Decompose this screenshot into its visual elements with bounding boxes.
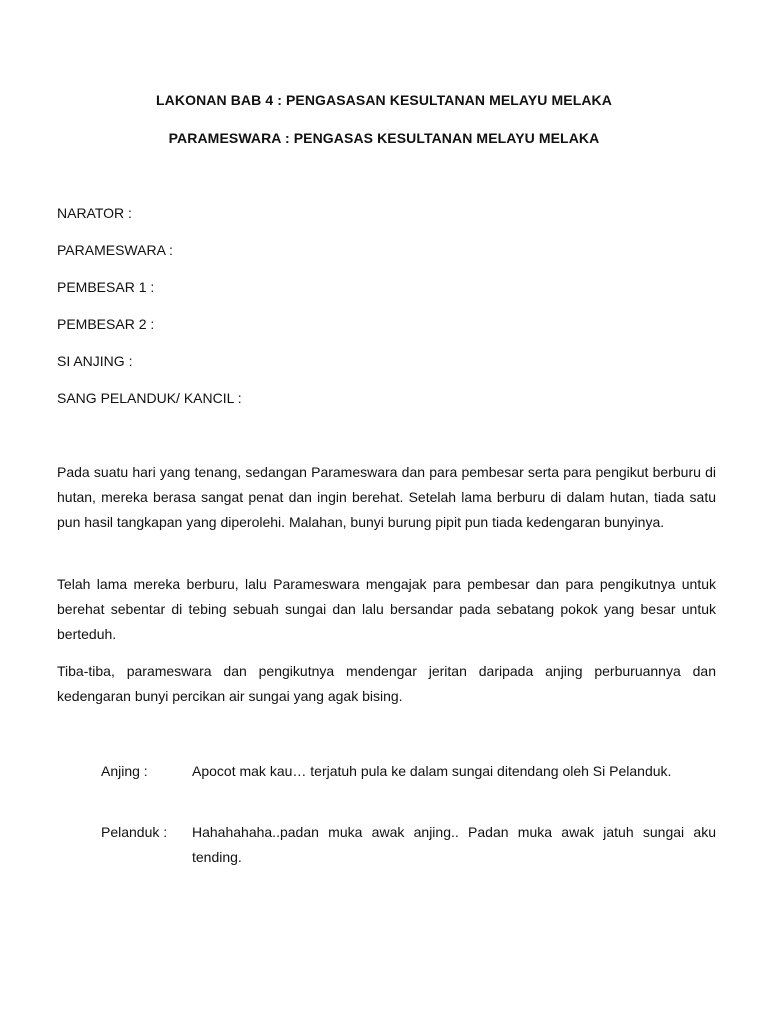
cast-item-narator: NARATOR : (57, 205, 132, 221)
dialogue-speaker: Pelanduk : (101, 824, 168, 840)
dialogue-line: Hahahahaha..padan muka awak anjing.. Padan muka awak jatuh sungai aku tending. (192, 824, 716, 865)
cast-item-sang-pelanduk: SANG PELANDUK/ KANCIL : (57, 390, 242, 406)
story-paragraph: Telah lama mereka berburu, lalu Parameswara mengajak para pembesar dan para pengikutnya untuk berehat sebentar di tebing sebuah sungai dan lalu bersandar pada sebatang pokok yang besar untuk berteduh. (57, 576, 716, 642)
cast-item-pembesar-1: PEMBESAR 1 : (57, 279, 155, 295)
cast-item-si-anjing: SI ANJING : (57, 353, 133, 369)
cast-item-parameswara: PARAMESWARA : (57, 242, 173, 258)
document-title: LAKONAN BAB 4 : PENGASASAN KESULTANAN MELAYU MELAKA (156, 92, 612, 108)
dialogue-speaker: Anjing : (101, 763, 148, 779)
cast-item-pembesar-2: PEMBESAR 2 : (57, 316, 155, 332)
story-paragraph: Tiba-tiba, parameswara dan pengikutnya mendengar jeritan daripada anjing perburuannya dan kedengaran bunyi percikan air sungai yang agak bising. (57, 663, 716, 704)
cast-list (57, 203, 242, 425)
document-subtitle: PARAMESWARA : PENGASAS KESULTANAN MELAYU MELAKA (168, 130, 600, 146)
story-paragraph: Pada suatu hari yang tenang, sedangan Parameswara dan para pembesar serta para pengikut berburu di hutan, mereka berasa sangat penat dan ingin berehat. Setelah lama berburu di dalam hutan, tiada satu pun hasil tangkapan yang diperolehi. Malahan, bunyi burung pipit pun tiada kedengaran bunyinya. (57, 464, 716, 530)
dialogue-line: Apocot mak kau… terjatuh pula ke dalam sungai ditendang oleh Si Pelanduk. (192, 763, 672, 779)
